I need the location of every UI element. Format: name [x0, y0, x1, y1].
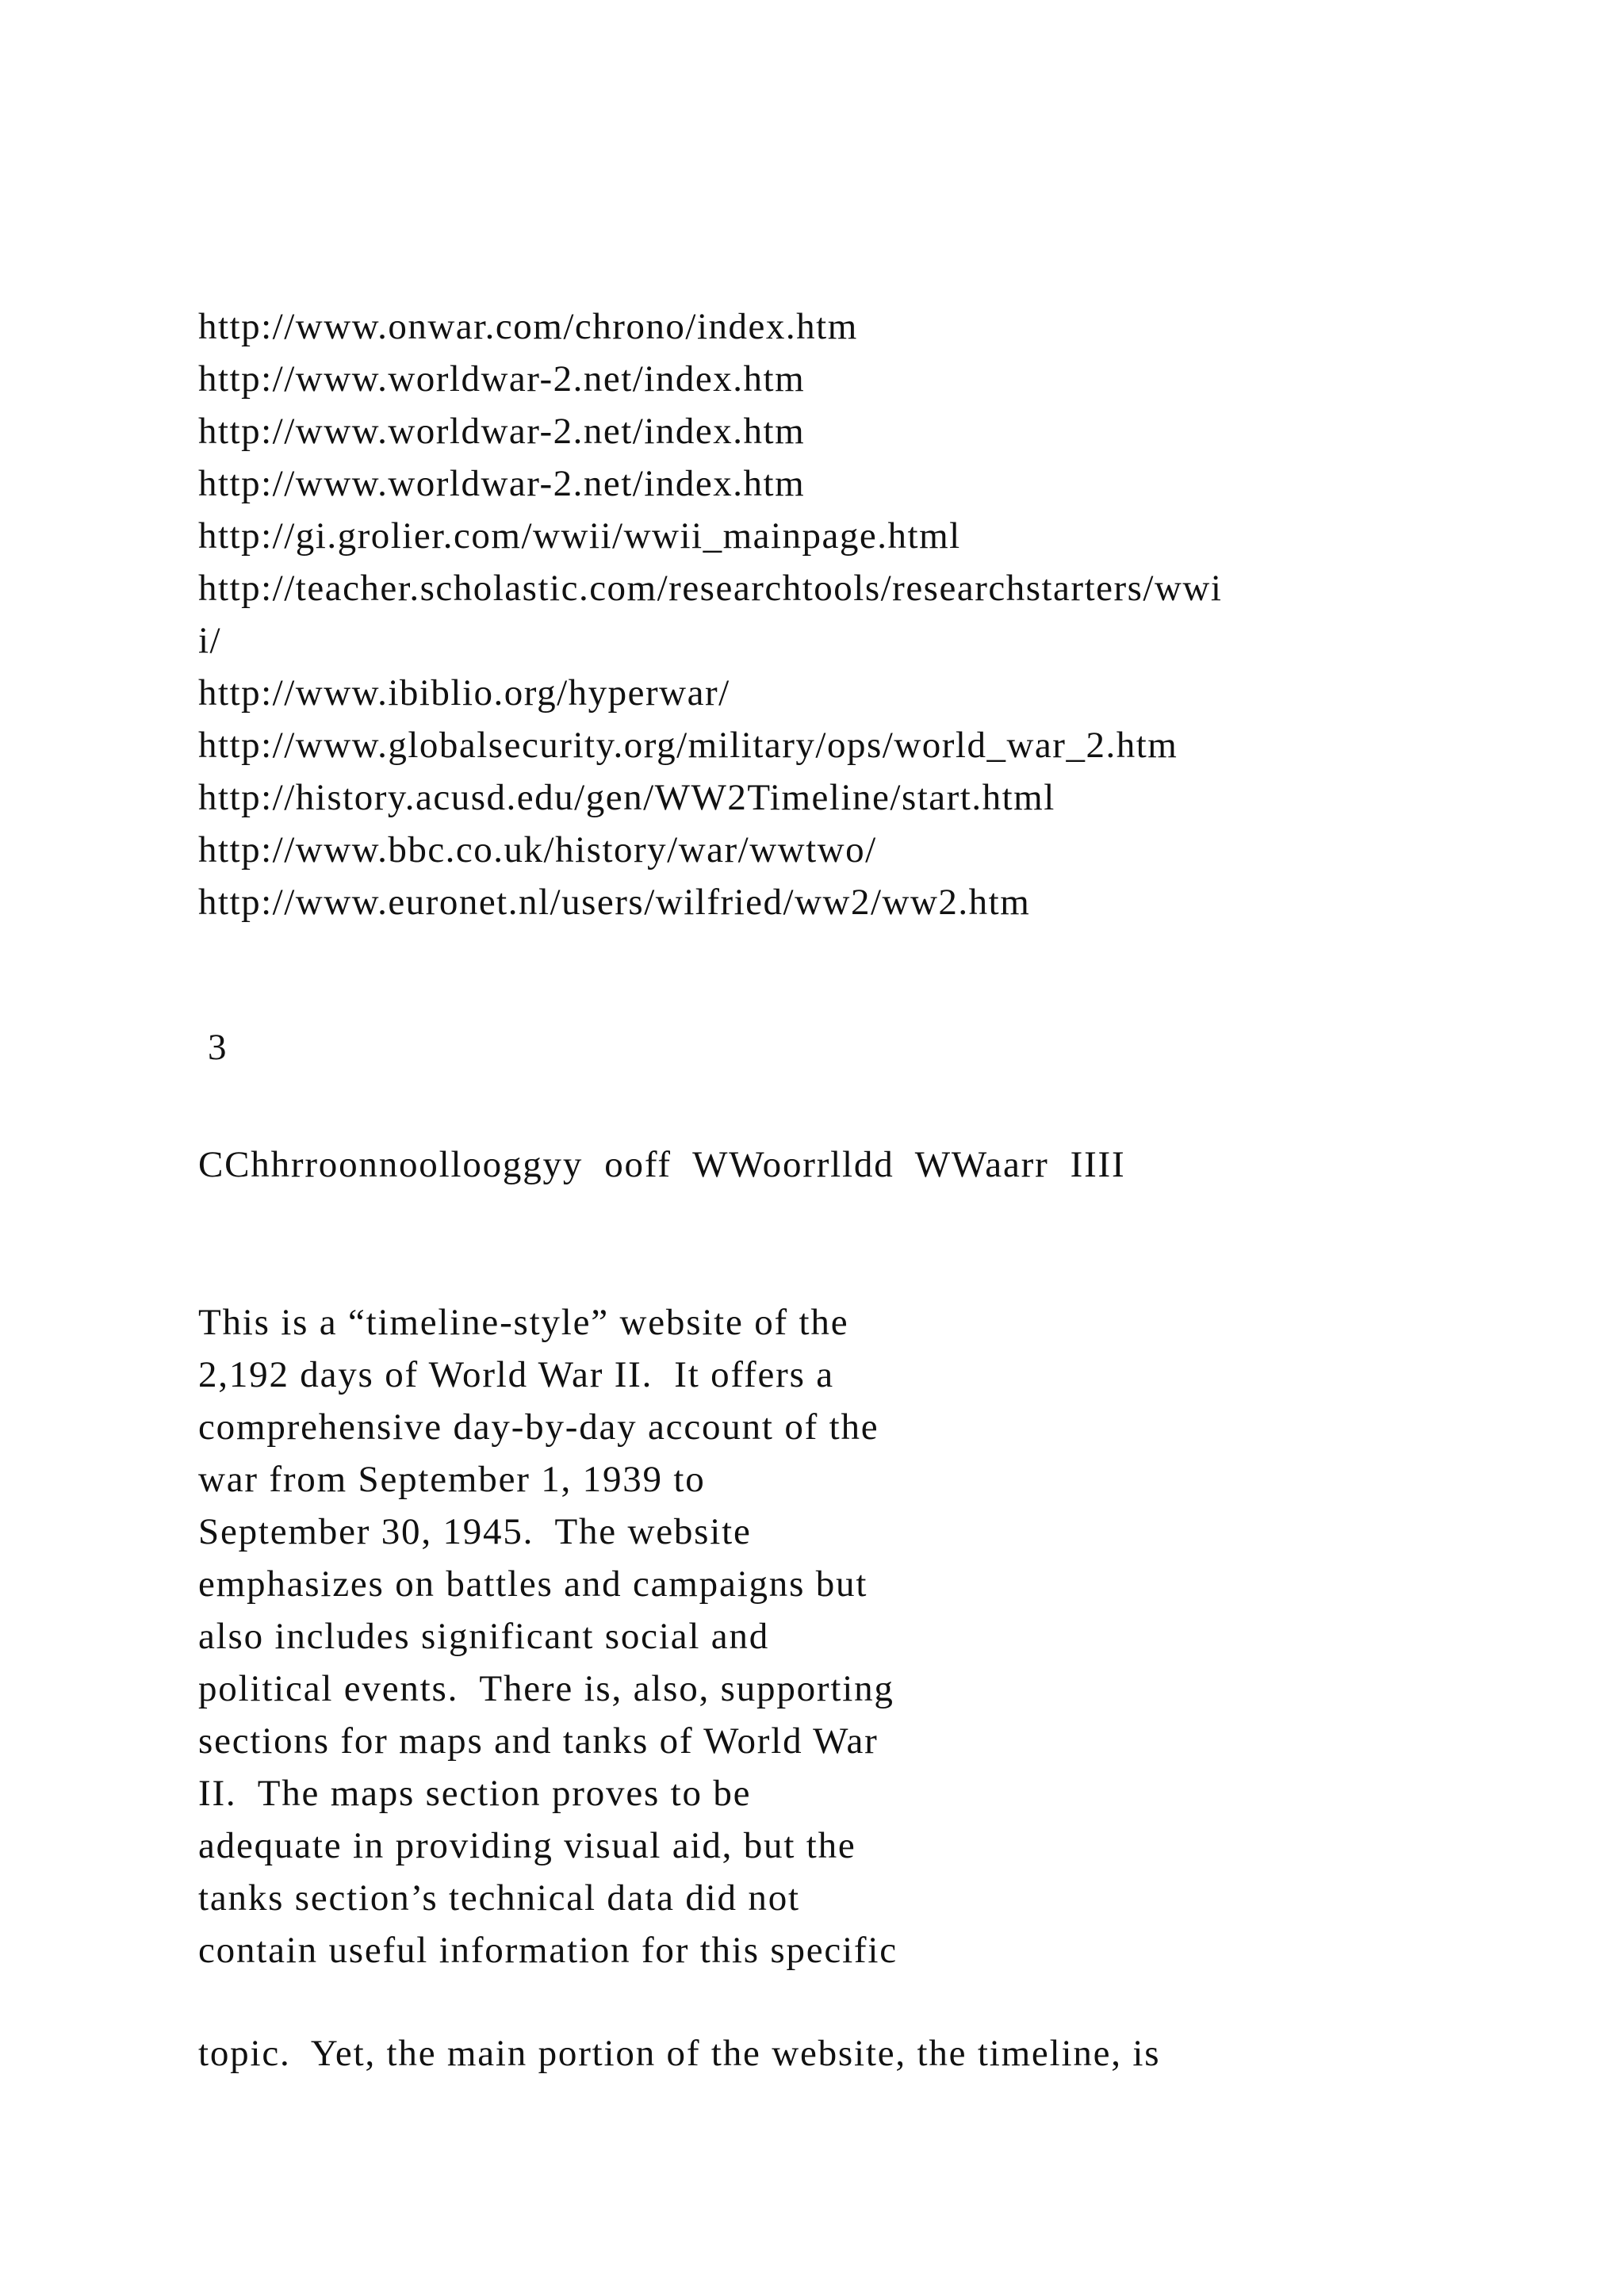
- description-line: political events. There is, also, supporting: [198, 1668, 894, 1709]
- description-line: war from September 1, 1939 to: [198, 1459, 706, 1500]
- description-line: also includes significant social and: [198, 1616, 770, 1657]
- reference-url: http://www.worldwar-2.net/index.htm: [198, 411, 806, 452]
- reference-url: http://teacher.scholastic.com/researchtools/researchstarters/wwi: [198, 568, 1223, 609]
- entry-number: 3: [208, 1027, 228, 1068]
- description-line: comprehensive day-by-day account of the: [198, 1406, 879, 1448]
- reference-url: http://history.acusd.edu/gen/WW2Timeline/start.html: [198, 777, 1055, 818]
- reference-url-continuation: i/: [198, 620, 222, 661]
- description-line: II. The maps section proves to be: [198, 1773, 752, 1814]
- description-line: tanks section’s technical data did not: [198, 1877, 800, 1919]
- description-line: emphasizes on battles and campaigns but: [198, 1563, 868, 1605]
- description-line: 2,192 days of World War II. It offers a: [198, 1354, 834, 1395]
- reference-url: http://gi.grolier.com/wwii/wwii_mainpage.html: [198, 515, 961, 557]
- description-line: This is a “timeline-style” website of the: [198, 1302, 849, 1343]
- description-line: adequate in providing visual aid, but the: [198, 1825, 856, 1866]
- reference-url: http://www.euronet.nl/users/wilfried/ww2/ww2.htm: [198, 882, 1031, 923]
- description-line: contain useful information for this specific: [198, 1930, 898, 1971]
- reference-url: http://www.bbc.co.uk/history/war/wwtwo/: [198, 829, 877, 871]
- entry-title: CChhrroonnoollooggyy ooff WWoorrlldd WWaarr IIII: [198, 1144, 1126, 1185]
- reference-url: http://www.worldwar-2.net/index.htm: [198, 463, 806, 504]
- continuation-line: topic. Yet, the main portion of the website, the timeline, is: [198, 2033, 1161, 2074]
- description-line: September 30, 1945. The website: [198, 1511, 752, 1552]
- reference-url: http://www.ibiblio.org/hyperwar/: [198, 672, 730, 714]
- description-line: sections for maps and tanks of World War: [198, 1720, 879, 1762]
- reference-url: http://www.worldwar-2.net/index.htm: [198, 358, 806, 400]
- reference-url: http://www.onwar.com/chrono/index.htm: [198, 306, 858, 347]
- reference-url: http://www.globalsecurity.org/military/ops/world_war_2.htm: [198, 725, 1178, 766]
